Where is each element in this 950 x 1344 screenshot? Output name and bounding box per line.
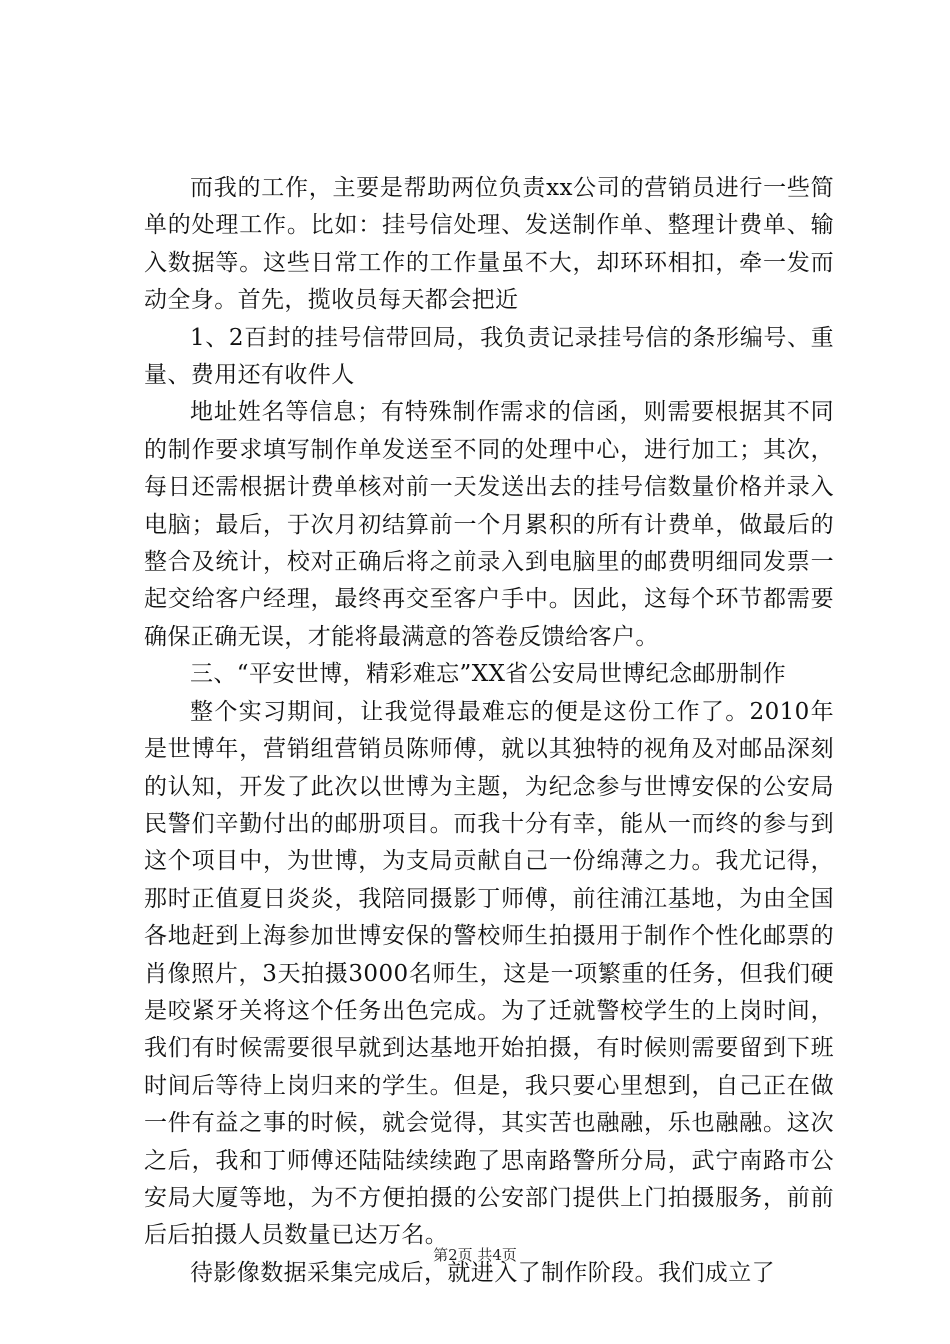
paragraph-production-stage: 待影像数据采集完成后，就进入了制作阶段。我们成立了: [190, 1259, 775, 1286]
paragraph-work-duties: 而我的工作，主要是帮助两位负责xx公司的营销员进行一些简单的处理工作。比如：挂号信处理、发送制作单、整理计费单、输入数据等。这些日常工作的工作量虽不大，却环环相扣，牵一发而动全身。首先，揽收员每天都会把近: [144, 175, 834, 314]
document-body: [144, 170, 834, 1292]
page-number-footer: 第2页 共4页: [433, 1246, 517, 1264]
paragraph-internship-memory: 整个实习期间，让我觉得最难忘的便是这份工作了。2010年是世博年，营销组营销员陈师傅，就以其独特的视角及对邮品深刻的认知，开发了此次以世博为主题，为纪念参与世博安保的公安局民警们辛勤付出的邮册项目。而我十分有幸，能从一而终的参与到这个项目中，为世博，为支局贡献自己一份绵薄之力。我尤记得，那时正值夏日炎炎，我陪同摄影丁师傅，前往浦江基地，为由全国各地赶到上海参加世博安保的警校师生拍摄用于制作个性化邮票的肖像照片，3天拍摄3000名师生，这是一项繁重的任务，但我们硬是咬紧牙关将这个任务出色完成。为了迁就警校学生的上岗时间，我们有时候需要很早就到达基地开始拍摄，有时候则需要留到下班时间后等待上岗归来的学生。但是，我只要心里想到，自己正在做一件有益之事的时候，就会觉得，其实苦也融融，乐也融融。这次之后，我和丁师傅还陆陆续续跑了思南路警所分局，武宁南路市公安局大厦等地，为不方便拍摄的公安部门提供上门拍摄服务，前前后后拍摄人员数量已达万名。: [144, 698, 834, 1249]
paragraph-registered-letters: 1、2百封的挂号信带回局，我负责记录挂号信的条形编号、重量、费用还有收件人: [144, 324, 834, 389]
paragraph-process-details: 地址姓名等信息；有特殊制作需求的信函，则需要根据其不同的制作要求填写制作单发送至不同的处理中心，进行加工；其次，每日还需根据计费单核对前一天发送出去的挂号信数量价格并录入电脑；最后，于次月初结算前一个月累积的所有计费单，做最后的整合及统计，校对正确后将之前录入到电脑里的邮费明细同发票一起交给客户经理，最终再交至客户手中。因此，这每个环节都需要确保正确无误，才能将最满意的答卷反馈给客户。: [144, 399, 834, 650]
section-heading-expo-album: 三、“平安世博，精彩难忘”XX省公安局世博纪念邮册制作: [190, 661, 787, 688]
